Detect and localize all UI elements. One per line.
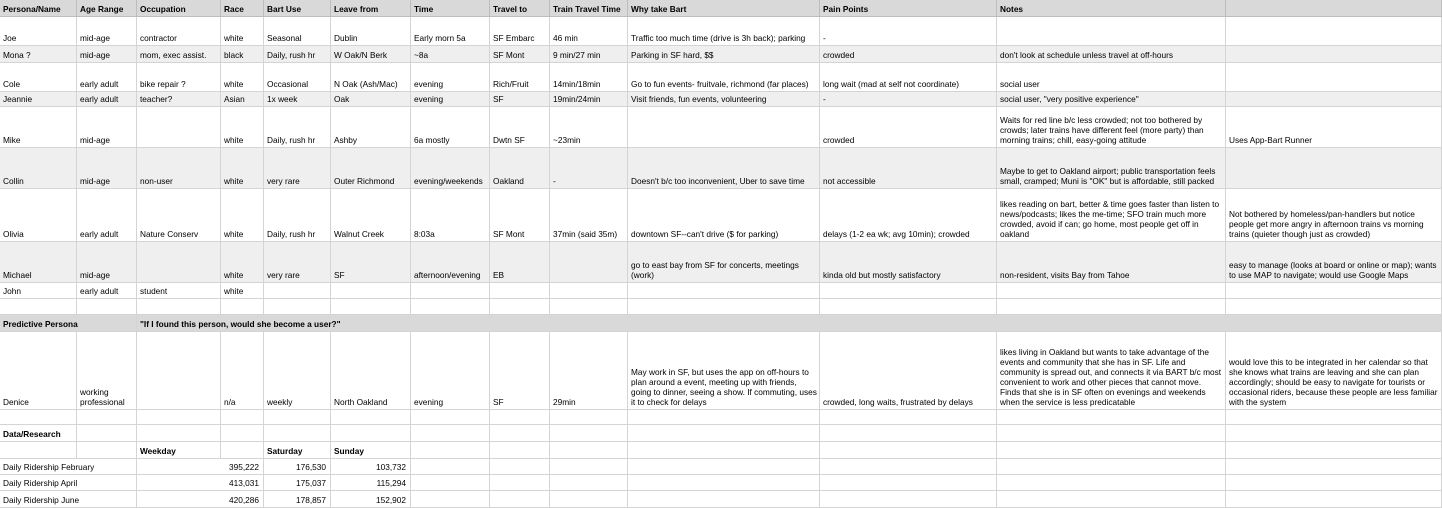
table-row — [0, 475, 1442, 491]
cell[interactable]: Oak — [331, 92, 411, 107]
cell[interactable]: Outer Richmond — [331, 148, 411, 189]
cell[interactable] — [1226, 491, 1442, 508]
cell[interactable]: Nature Conserv — [137, 189, 221, 242]
cell[interactable] — [411, 283, 490, 299]
cell[interactable] — [1226, 299, 1442, 315]
cell[interactable]: ~23min — [550, 107, 628, 148]
cell[interactable]: would love this to be integrated in her calendar so that she knows what trains are leaving and she can plan accordingly; should be easy to navigate for tourists or occasional riders, because these people are less familiar with the system — [1226, 332, 1442, 410]
cell[interactable]: go to east bay from SF for concerts, meetings (work) — [628, 242, 820, 283]
cell[interactable]: Not bothered by homeless/pan-handlers but notice people get more angry in afternoon trains vs morning trains (quieter though just as crowded) — [1226, 189, 1442, 242]
cell[interactable]: non-user — [137, 148, 221, 189]
column-header[interactable]: Time — [411, 0, 490, 17]
cell[interactable] — [490, 442, 550, 459]
cell[interactable]: 115,294 — [331, 475, 411, 491]
cell[interactable]: early adult — [77, 189, 137, 242]
cell[interactable]: very rare — [264, 242, 331, 283]
cell[interactable]: EB — [490, 242, 550, 283]
table-row — [0, 491, 1442, 508]
cell[interactable] — [1226, 148, 1442, 189]
cell[interactable] — [331, 410, 411, 425]
cell[interactable]: 19min/24min — [550, 92, 628, 107]
cell[interactable] — [628, 299, 820, 315]
cell[interactable]: teacher? — [137, 92, 221, 107]
cell[interactable]: easy to manage (looks at board or online or map); wants to use MAP to navigate; would use Google Maps — [1226, 242, 1442, 283]
cell[interactable] — [997, 17, 1226, 46]
cell[interactable] — [997, 442, 1226, 459]
cell[interactable]: Dwtn SF — [490, 107, 550, 148]
cell[interactable]: not accessible — [820, 148, 997, 189]
cell[interactable] — [137, 242, 221, 283]
cell[interactable] — [77, 442, 137, 459]
cell[interactable] — [490, 410, 550, 425]
cell[interactable] — [0, 299, 77, 315]
cell[interactable] — [997, 410, 1226, 425]
cell[interactable] — [1226, 283, 1442, 299]
cell[interactable] — [490, 491, 550, 508]
cell[interactable]: non-resident, visits Bay from Tahoe — [997, 242, 1226, 283]
cell[interactable] — [411, 442, 490, 459]
cell[interactable]: Olivia — [0, 189, 77, 242]
cell[interactable] — [411, 410, 490, 425]
cell[interactable]: SF Mont — [490, 46, 550, 63]
cell[interactable] — [820, 475, 997, 491]
cell[interactable]: 152,902 — [331, 491, 411, 508]
cell[interactable] — [997, 299, 1226, 315]
cell[interactable] — [550, 299, 628, 315]
cell[interactable]: 176,530 — [264, 459, 331, 475]
table-row — [0, 63, 1442, 92]
cell[interactable]: 178,857 — [264, 491, 331, 508]
cell[interactable]: 413,031 — [137, 475, 264, 491]
cell[interactable] — [628, 425, 820, 442]
cell[interactable]: Denice — [0, 332, 77, 410]
cell[interactable] — [77, 410, 137, 425]
cell[interactable]: n/a — [221, 332, 264, 410]
cell[interactable] — [137, 410, 221, 425]
cell[interactable]: Parking in SF hard, $$ — [628, 46, 820, 63]
cell[interactable]: SF — [331, 242, 411, 283]
table-row — [0, 283, 1442, 299]
cell[interactable]: likes living in Oakland but wants to take advantage of the events and community that she has in SF. Life and community is spread out, and connects it via BART b/c most convenient to work and other pieces that cannot move. Finds that she is in SF often on evenings and weekends when the service is less predicatable — [997, 332, 1226, 410]
cell[interactable] — [628, 442, 820, 459]
cell[interactable]: mid-age — [77, 242, 137, 283]
cell[interactable]: Daily, rush hr — [264, 189, 331, 242]
cell[interactable]: Maybe to get to Oakland airport; public transportation feels small, cramped; Muni is "OK" but is affordable, still packed — [997, 148, 1226, 189]
cell[interactable]: Oakland — [490, 148, 550, 189]
cell[interactable] — [411, 425, 490, 442]
cell[interactable]: 37min (said 35m) — [550, 189, 628, 242]
cell[interactable] — [490, 283, 550, 299]
cell[interactable] — [137, 299, 221, 315]
cell[interactable] — [1226, 92, 1442, 107]
cell[interactable] — [1226, 459, 1442, 475]
cell[interactable]: mid-age — [77, 17, 137, 46]
column-header[interactable]: Train Travel Time — [550, 0, 628, 17]
cell[interactable] — [550, 410, 628, 425]
cell[interactable]: SF — [490, 92, 550, 107]
section-label-row — [0, 425, 1442, 442]
cell[interactable]: 14min/18min — [550, 63, 628, 92]
cell[interactable] — [997, 475, 1226, 491]
cell[interactable]: Ashby — [331, 107, 411, 148]
cell[interactable]: Cole — [0, 63, 77, 92]
cell[interactable]: Asian — [221, 92, 264, 107]
cell[interactable]: Mona ? — [0, 46, 77, 63]
cell[interactable]: ~8a — [411, 46, 490, 63]
cell[interactable] — [997, 459, 1226, 475]
table-row — [0, 459, 1442, 475]
cell[interactable]: North Oakland — [331, 332, 411, 410]
cell[interactable]: mid-age — [77, 46, 137, 63]
cell[interactable] — [997, 491, 1226, 508]
cell[interactable]: weekly — [264, 332, 331, 410]
cell[interactable] — [490, 425, 550, 442]
cell[interactable]: evening — [411, 63, 490, 92]
research-header-row — [0, 442, 1442, 459]
cell[interactable] — [331, 283, 411, 299]
cell[interactable]: Rich/Fruit — [490, 63, 550, 92]
cell[interactable]: Predictive Persona — [0, 315, 137, 332]
cell[interactable]: Jeannie — [0, 92, 77, 107]
cell[interactable]: downtown SF--can't drive ($ for parking) — [628, 189, 820, 242]
cell[interactable]: early adult — [77, 63, 137, 92]
cell[interactable]: white — [221, 283, 264, 299]
cell[interactable]: Waits for red line b/c less crowded; not too bothered by crowds; later trains have different feel (more party) than morning trains; chill, easy-going attitude — [997, 107, 1226, 148]
cell[interactable] — [1226, 63, 1442, 92]
cell[interactable] — [550, 491, 628, 508]
cell[interactable]: black — [221, 46, 264, 63]
cell[interactable] — [628, 283, 820, 299]
column-header[interactable]: Bart Use — [264, 0, 331, 17]
cell[interactable]: crowded — [820, 46, 997, 63]
column-header[interactable]: Travel to — [490, 0, 550, 17]
cell[interactable]: Go to fun events- fruitvale, richmond (far places) — [628, 63, 820, 92]
cell[interactable]: SF — [490, 332, 550, 410]
table-row — [0, 107, 1442, 148]
cell[interactable]: student — [137, 283, 221, 299]
cell[interactable] — [221, 410, 264, 425]
cell[interactable]: Visit friends, fun events, volunteering — [628, 92, 820, 107]
cell[interactable]: Sunday — [331, 442, 411, 459]
cell[interactable]: evening — [411, 92, 490, 107]
cell[interactable]: likes reading on bart, better & time goes faster than listen to news/podcasts; likes the me-time; SFO train much more crowded, avoid if can; go home, most people get off in oakland — [997, 189, 1226, 242]
column-header[interactable]: Persona/Name — [0, 0, 77, 17]
cell[interactable]: 46 min — [550, 17, 628, 46]
cell[interactable]: early adult — [77, 283, 137, 299]
cell[interactable]: mom, exec assist. — [137, 46, 221, 63]
cell[interactable] — [490, 475, 550, 491]
cell[interactable]: mid-age — [77, 148, 137, 189]
blank-row — [0, 410, 1442, 425]
cell[interactable]: long wait (mad at self not coordinate) — [820, 63, 997, 92]
cell[interactable] — [550, 459, 628, 475]
cell[interactable]: W Oak/N Berk — [331, 46, 411, 63]
table-row — [0, 92, 1442, 107]
cell[interactable] — [1226, 425, 1442, 442]
cell[interactable] — [820, 425, 997, 442]
cell[interactable] — [820, 283, 997, 299]
cell[interactable]: Dublin — [331, 17, 411, 46]
blank-row — [0, 299, 1442, 315]
cell[interactable]: white — [221, 189, 264, 242]
cell[interactable]: Michael — [0, 242, 77, 283]
column-header[interactable]: Notes — [997, 0, 1226, 17]
column-header[interactable]: Pain Points — [820, 0, 997, 17]
predictive-row — [0, 332, 1442, 410]
cell[interactable]: crowded, long waits, frustrated by delays — [820, 332, 997, 410]
cell[interactable] — [997, 283, 1226, 299]
cell[interactable] — [1226, 442, 1442, 459]
cell[interactable]: don't look at schedule unless travel at off-hours — [997, 46, 1226, 63]
cell[interactable]: Mike — [0, 107, 77, 148]
cell[interactable]: - — [820, 17, 997, 46]
column-header[interactable]: Age Range — [77, 0, 137, 17]
cell[interactable]: - — [820, 92, 997, 107]
cell[interactable]: Doesn't b/c too inconvenient, Uber to save time — [628, 148, 820, 189]
cell[interactable]: Daily Ridership April — [0, 475, 137, 491]
cell[interactable] — [820, 491, 997, 508]
cell[interactable]: Data/Research — [0, 425, 77, 442]
cell[interactable]: "If I found this person, would she become a user?" — [137, 315, 1442, 332]
column-header[interactable]: Race — [221, 0, 264, 17]
cell[interactable]: working professional — [77, 332, 137, 410]
cell[interactable]: 9 min/27 min — [550, 46, 628, 63]
cell[interactable] — [137, 332, 221, 410]
cell[interactable] — [331, 299, 411, 315]
cell[interactable] — [628, 107, 820, 148]
cell[interactable] — [628, 491, 820, 508]
cell[interactable]: social user — [997, 63, 1226, 92]
cell[interactable] — [137, 107, 221, 148]
cell[interactable] — [411, 491, 490, 508]
cell[interactable]: bike repair ? — [137, 63, 221, 92]
cell[interactable] — [490, 459, 550, 475]
column-header[interactable]: Occupation — [137, 0, 221, 17]
cell[interactable] — [820, 410, 997, 425]
cell[interactable] — [1226, 46, 1442, 63]
cell[interactable] — [820, 459, 997, 475]
table-row — [0, 46, 1442, 63]
cell[interactable]: social user, "very positive experience" — [997, 92, 1226, 107]
cell[interactable]: white — [221, 242, 264, 283]
cell[interactable]: 175,037 — [264, 475, 331, 491]
cell[interactable] — [264, 299, 331, 315]
cell[interactable] — [0, 442, 77, 459]
cell[interactable] — [0, 410, 77, 425]
cell[interactable]: afternoon/evening — [411, 242, 490, 283]
cell[interactable] — [490, 299, 550, 315]
cell[interactable]: very rare — [264, 148, 331, 189]
cell[interactable]: Saturday — [264, 442, 331, 459]
column-header[interactable]: Leave from — [331, 0, 411, 17]
cell[interactable] — [628, 475, 820, 491]
cell[interactable]: Weekday — [137, 442, 221, 459]
cell[interactable] — [1226, 410, 1442, 425]
cell[interactable]: SF Embarc — [490, 17, 550, 46]
cell[interactable]: early adult — [77, 92, 137, 107]
cell[interactable] — [137, 425, 221, 442]
cell[interactable]: white — [221, 17, 264, 46]
table-row — [0, 17, 1442, 46]
header-row — [0, 0, 1442, 17]
cell[interactable]: John — [0, 283, 77, 299]
cell[interactable]: SF Mont — [490, 189, 550, 242]
cell[interactable]: evening/weekends — [411, 148, 490, 189]
column-header[interactable]: Why take Bart — [628, 0, 820, 17]
section-header — [0, 315, 1442, 332]
cell[interactable]: May work in SF, but uses the app on off-hours to plan around a event, meeting up with friends, going to dinner, seeing a show. If commuting, uses it to check for delays — [628, 332, 820, 410]
cell[interactable]: 8:03a — [411, 189, 490, 242]
cell[interactable]: delays (1-2 ea wk; avg 10min); crowded — [820, 189, 997, 242]
cell[interactable]: 6a mostly — [411, 107, 490, 148]
cell[interactable]: 1x week — [264, 92, 331, 107]
cell[interactable]: crowded — [820, 107, 997, 148]
cell[interactable]: Daily Ridership February — [0, 459, 137, 475]
cell[interactable] — [331, 425, 411, 442]
cell[interactable] — [221, 425, 264, 442]
cell[interactable]: - — [550, 148, 628, 189]
cell[interactable] — [77, 425, 137, 442]
cell[interactable] — [221, 299, 264, 315]
cell[interactable] — [1226, 475, 1442, 491]
table-row — [0, 148, 1442, 189]
column-header[interactable] — [1226, 0, 1442, 17]
cell[interactable]: Collin — [0, 148, 77, 189]
cell[interactable]: 420,286 — [137, 491, 264, 508]
cell[interactable] — [264, 283, 331, 299]
cell[interactable]: Daily, rush hr — [264, 46, 331, 63]
cell[interactable] — [628, 459, 820, 475]
cell[interactable] — [77, 299, 137, 315]
cell[interactable]: white — [221, 107, 264, 148]
cell[interactable] — [628, 410, 820, 425]
cell[interactable]: Uses App-Bart Runner — [1226, 107, 1442, 148]
cell[interactable] — [550, 242, 628, 283]
cell[interactable] — [264, 425, 331, 442]
cell[interactable] — [411, 299, 490, 315]
cell[interactable]: 395,222 — [137, 459, 264, 475]
cell[interactable]: mid-age — [77, 107, 137, 148]
table-row — [0, 242, 1442, 283]
cell[interactable] — [411, 475, 490, 491]
cell[interactable]: N Oak (Ash/Mac) — [331, 63, 411, 92]
cell[interactable]: evening — [411, 332, 490, 410]
cell[interactable]: kinda old but mostly satisfactory — [820, 242, 997, 283]
cell[interactable]: Walnut Creek — [331, 189, 411, 242]
cell[interactable]: Daily Ridership June — [0, 491, 137, 508]
cell[interactable]: white — [221, 63, 264, 92]
cell[interactable] — [820, 299, 997, 315]
cell[interactable]: contractor — [137, 17, 221, 46]
cell[interactable]: Seasonal — [264, 17, 331, 46]
table-row — [0, 189, 1442, 242]
cell[interactable]: 103,732 — [331, 459, 411, 475]
cell[interactable] — [221, 442, 264, 459]
cell[interactable] — [997, 425, 1226, 442]
cell[interactable]: white — [221, 148, 264, 189]
cell[interactable] — [550, 283, 628, 299]
cell[interactable] — [411, 459, 490, 475]
cell[interactable] — [550, 442, 628, 459]
cell[interactable]: 29min — [550, 332, 628, 410]
cell[interactable] — [550, 425, 628, 442]
cell[interactable]: Traffic too much time (drive is 3h back); parking — [628, 17, 820, 46]
cell[interactable]: Early morn 5a — [411, 17, 490, 46]
cell[interactable] — [264, 410, 331, 425]
cell[interactable]: Daily, rush hr — [264, 107, 331, 148]
cell[interactable] — [550, 475, 628, 491]
cell[interactable]: Occasional — [264, 63, 331, 92]
cell[interactable]: Joe — [0, 17, 77, 46]
cell[interactable] — [1226, 17, 1442, 46]
cell[interactable] — [820, 442, 997, 459]
